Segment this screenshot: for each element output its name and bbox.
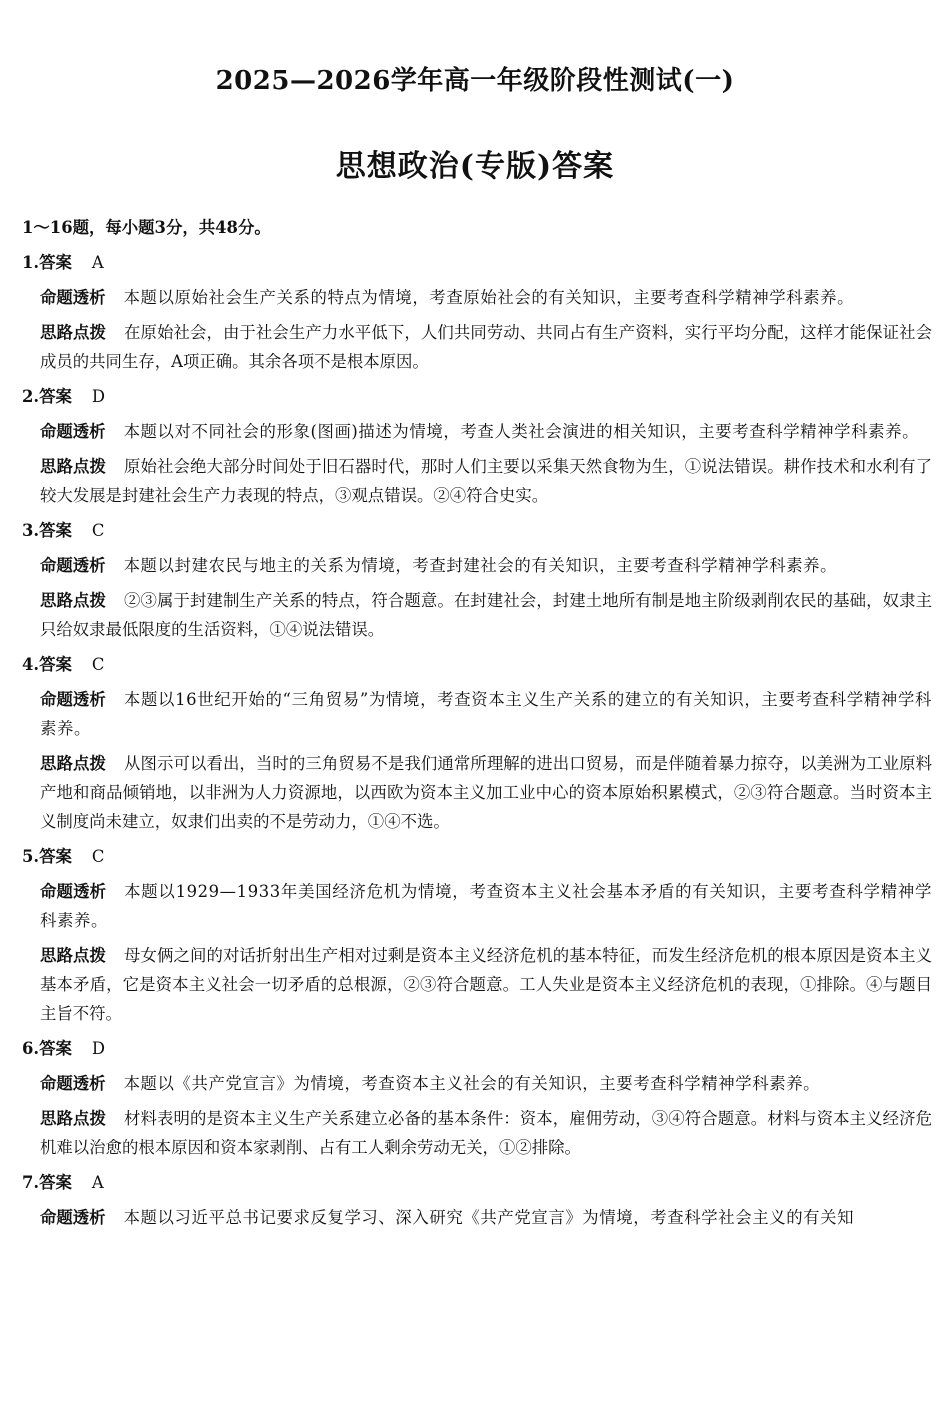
- hint-paragraph: [40, 1104, 932, 1162]
- analysis-paragraph: [40, 1069, 932, 1098]
- hint-label: 思路点拨: [40, 754, 106, 773]
- answer-choice: A: [91, 253, 104, 272]
- analysis-paragraph: [40, 685, 932, 743]
- hint-paragraph: [40, 941, 932, 1028]
- analysis-label: 命题透析: [40, 690, 106, 709]
- answer-choice: C: [91, 655, 105, 674]
- hint-text: 原始社会绝大部分时间处于旧石器时代，那时人们主要以采集天然食物为生，①说法错误。耕作技术和水利有了较大发展是封建社会生产力表现的特点，③观点错误。②④符合史实。: [40, 457, 933, 505]
- question-5: [22, 842, 932, 1028]
- analysis-paragraph: [40, 551, 932, 580]
- analysis-label: 命题透析: [40, 288, 106, 307]
- analysis-paragraph: [40, 417, 932, 446]
- analysis-label: 命题透析: [40, 1074, 106, 1093]
- analysis-text: 本题以1929—1933年美国经济危机为情境，考查资本主义社会基本矛盾的有关知识，主要考查科学精神学科素养。: [40, 882, 932, 930]
- question-7: [22, 1168, 932, 1232]
- question-1: [22, 248, 932, 376]
- score-instruction: 1～16题，每小题3分，共48分。: [22, 218, 271, 237]
- question-3: [22, 516, 932, 644]
- question-number: 3.: [22, 521, 40, 540]
- answer-label: 答案: [39, 1039, 72, 1058]
- question-number: 6.: [22, 1039, 40, 1058]
- answer-line: [22, 1034, 932, 1063]
- answer-choice: D: [91, 1039, 106, 1058]
- answer-line: [22, 516, 932, 545]
- analysis-text: 本题以对不同社会的形象(图画)描述为情境，考查人类社会演进的相关知识，主要考查科学精神学科素养。: [123, 422, 920, 441]
- question-number: 4.: [22, 655, 40, 674]
- hint-text: ②③属于封建制生产关系的特点，符合题意。在封建社会，封建土地所有制是地主阶级剥削农民的基础，奴隶主只给奴隶最低限度的生活资料，①④说法错误。: [40, 591, 933, 639]
- question-6: [22, 1034, 932, 1162]
- answer-label: 答案: [39, 253, 72, 272]
- question-number: 2.: [22, 387, 40, 406]
- question-number: 1.: [22, 253, 40, 272]
- answer-label: 答案: [39, 847, 72, 866]
- answer-choice: A: [91, 1173, 104, 1192]
- hint-label: 思路点拨: [40, 946, 106, 965]
- question-number: 7.: [22, 1173, 40, 1192]
- answer-line: [22, 842, 932, 871]
- answer-choice: C: [91, 847, 105, 866]
- question-2: [22, 382, 932, 510]
- answer-label: 答案: [39, 387, 72, 406]
- hint-label: 思路点拨: [40, 457, 106, 476]
- answer-line: [22, 248, 932, 277]
- hint-label: 思路点拨: [40, 591, 106, 610]
- answer-line: [22, 650, 932, 679]
- analysis-paragraph: [40, 877, 932, 935]
- analysis-text: 本题以《共产党宣言》为情境，考查资本主义社会的有关知识，主要考查科学精神学科素养。: [123, 1074, 821, 1093]
- analysis-label: 命题透析: [40, 882, 107, 901]
- analysis-text: 本题以封建农民与地主的关系为情境，考查封建社会的有关知识，主要考查科学精神学科素养。: [123, 556, 838, 575]
- hint-paragraph: [40, 318, 932, 376]
- answer-label: 答案: [39, 1173, 72, 1192]
- hint-text: 在原始社会，由于社会生产力水平低下，人们共同劳动、共同占有生产资料，实行平均分配，这样才能保证社会成员的共同生存，A项正确。其余各项不是根本原因。: [40, 323, 933, 371]
- analysis-label: 命题透析: [40, 556, 106, 575]
- hint-label: 思路点拨: [40, 1109, 106, 1128]
- analysis-text: 本题以习近平总书记要求反复学习、深入研究《共产党宣言》为情境，考查科学社会主义的有关知: [123, 1208, 855, 1227]
- hint-label: 思路点拨: [40, 323, 106, 342]
- answer-label: 答案: [39, 521, 72, 540]
- analysis-label: 命题透析: [40, 422, 106, 441]
- analysis-paragraph: [40, 283, 932, 312]
- analysis-paragraph: [40, 1203, 932, 1232]
- hint-paragraph: [40, 749, 932, 836]
- hint-paragraph: [40, 452, 932, 510]
- hint-text: 从图示可以看出，当时的三角贸易不是我们通常所理解的进出口贸易，而是伴随着暴力掠夺，以美洲为工业原料产地和商品倾销地，以非洲为人力资源地，以西欧为资本主义加工业中心的资本原始积累模式，②③符合题意。当时资本主义制度尚未建立，奴隶们出卖的不是劳动力，①④不选。: [40, 754, 933, 831]
- analysis-text: 本题以原始社会生产关系的特点为情境，考查原始社会的有关知识，主要考查科学精神学科素养。: [123, 288, 855, 307]
- hint-text: 材料表明的是资本主义生产关系建立必备的基本条件：资本，雇佣劳动，③④符合题意。材料与资本主义经济危机难以治愈的根本原因和资本家剥削、占有工人剩余劳动无关，①②排除。: [40, 1109, 933, 1157]
- answer-choice: C: [91, 521, 105, 540]
- exam-title: 2025—2026学年高一年级阶段性测试(一): [215, 66, 735, 96]
- analysis-text: 本题以16世纪开始的“三角贸易”为情境，考查资本主义生产关系的建立的有关知识，主要考查科学精神学科素养。: [40, 690, 933, 738]
- answer-choice: D: [91, 387, 106, 406]
- answer-line: [22, 1168, 932, 1197]
- subject-title: 思想政治(专版)答案: [335, 149, 615, 184]
- answer-line: [22, 382, 932, 411]
- question-number: 5.: [22, 847, 40, 866]
- answer-label: 答案: [39, 655, 72, 674]
- answer-content: [22, 213, 932, 1238]
- question-4: [22, 650, 932, 836]
- analysis-label: 命题透析: [40, 1208, 106, 1227]
- hint-text: 母女俩之间的对话折射出生产相对过剩是资本主义经济危机的基本特征，而发生经济危机的根本原因是资本主义基本矛盾，它是资本主义社会一切矛盾的总根源，②③符合题意。工人失业是资本主义经济危机的表现，①排除。④与题目主旨不符。: [40, 946, 933, 1023]
- hint-paragraph: [40, 586, 932, 644]
